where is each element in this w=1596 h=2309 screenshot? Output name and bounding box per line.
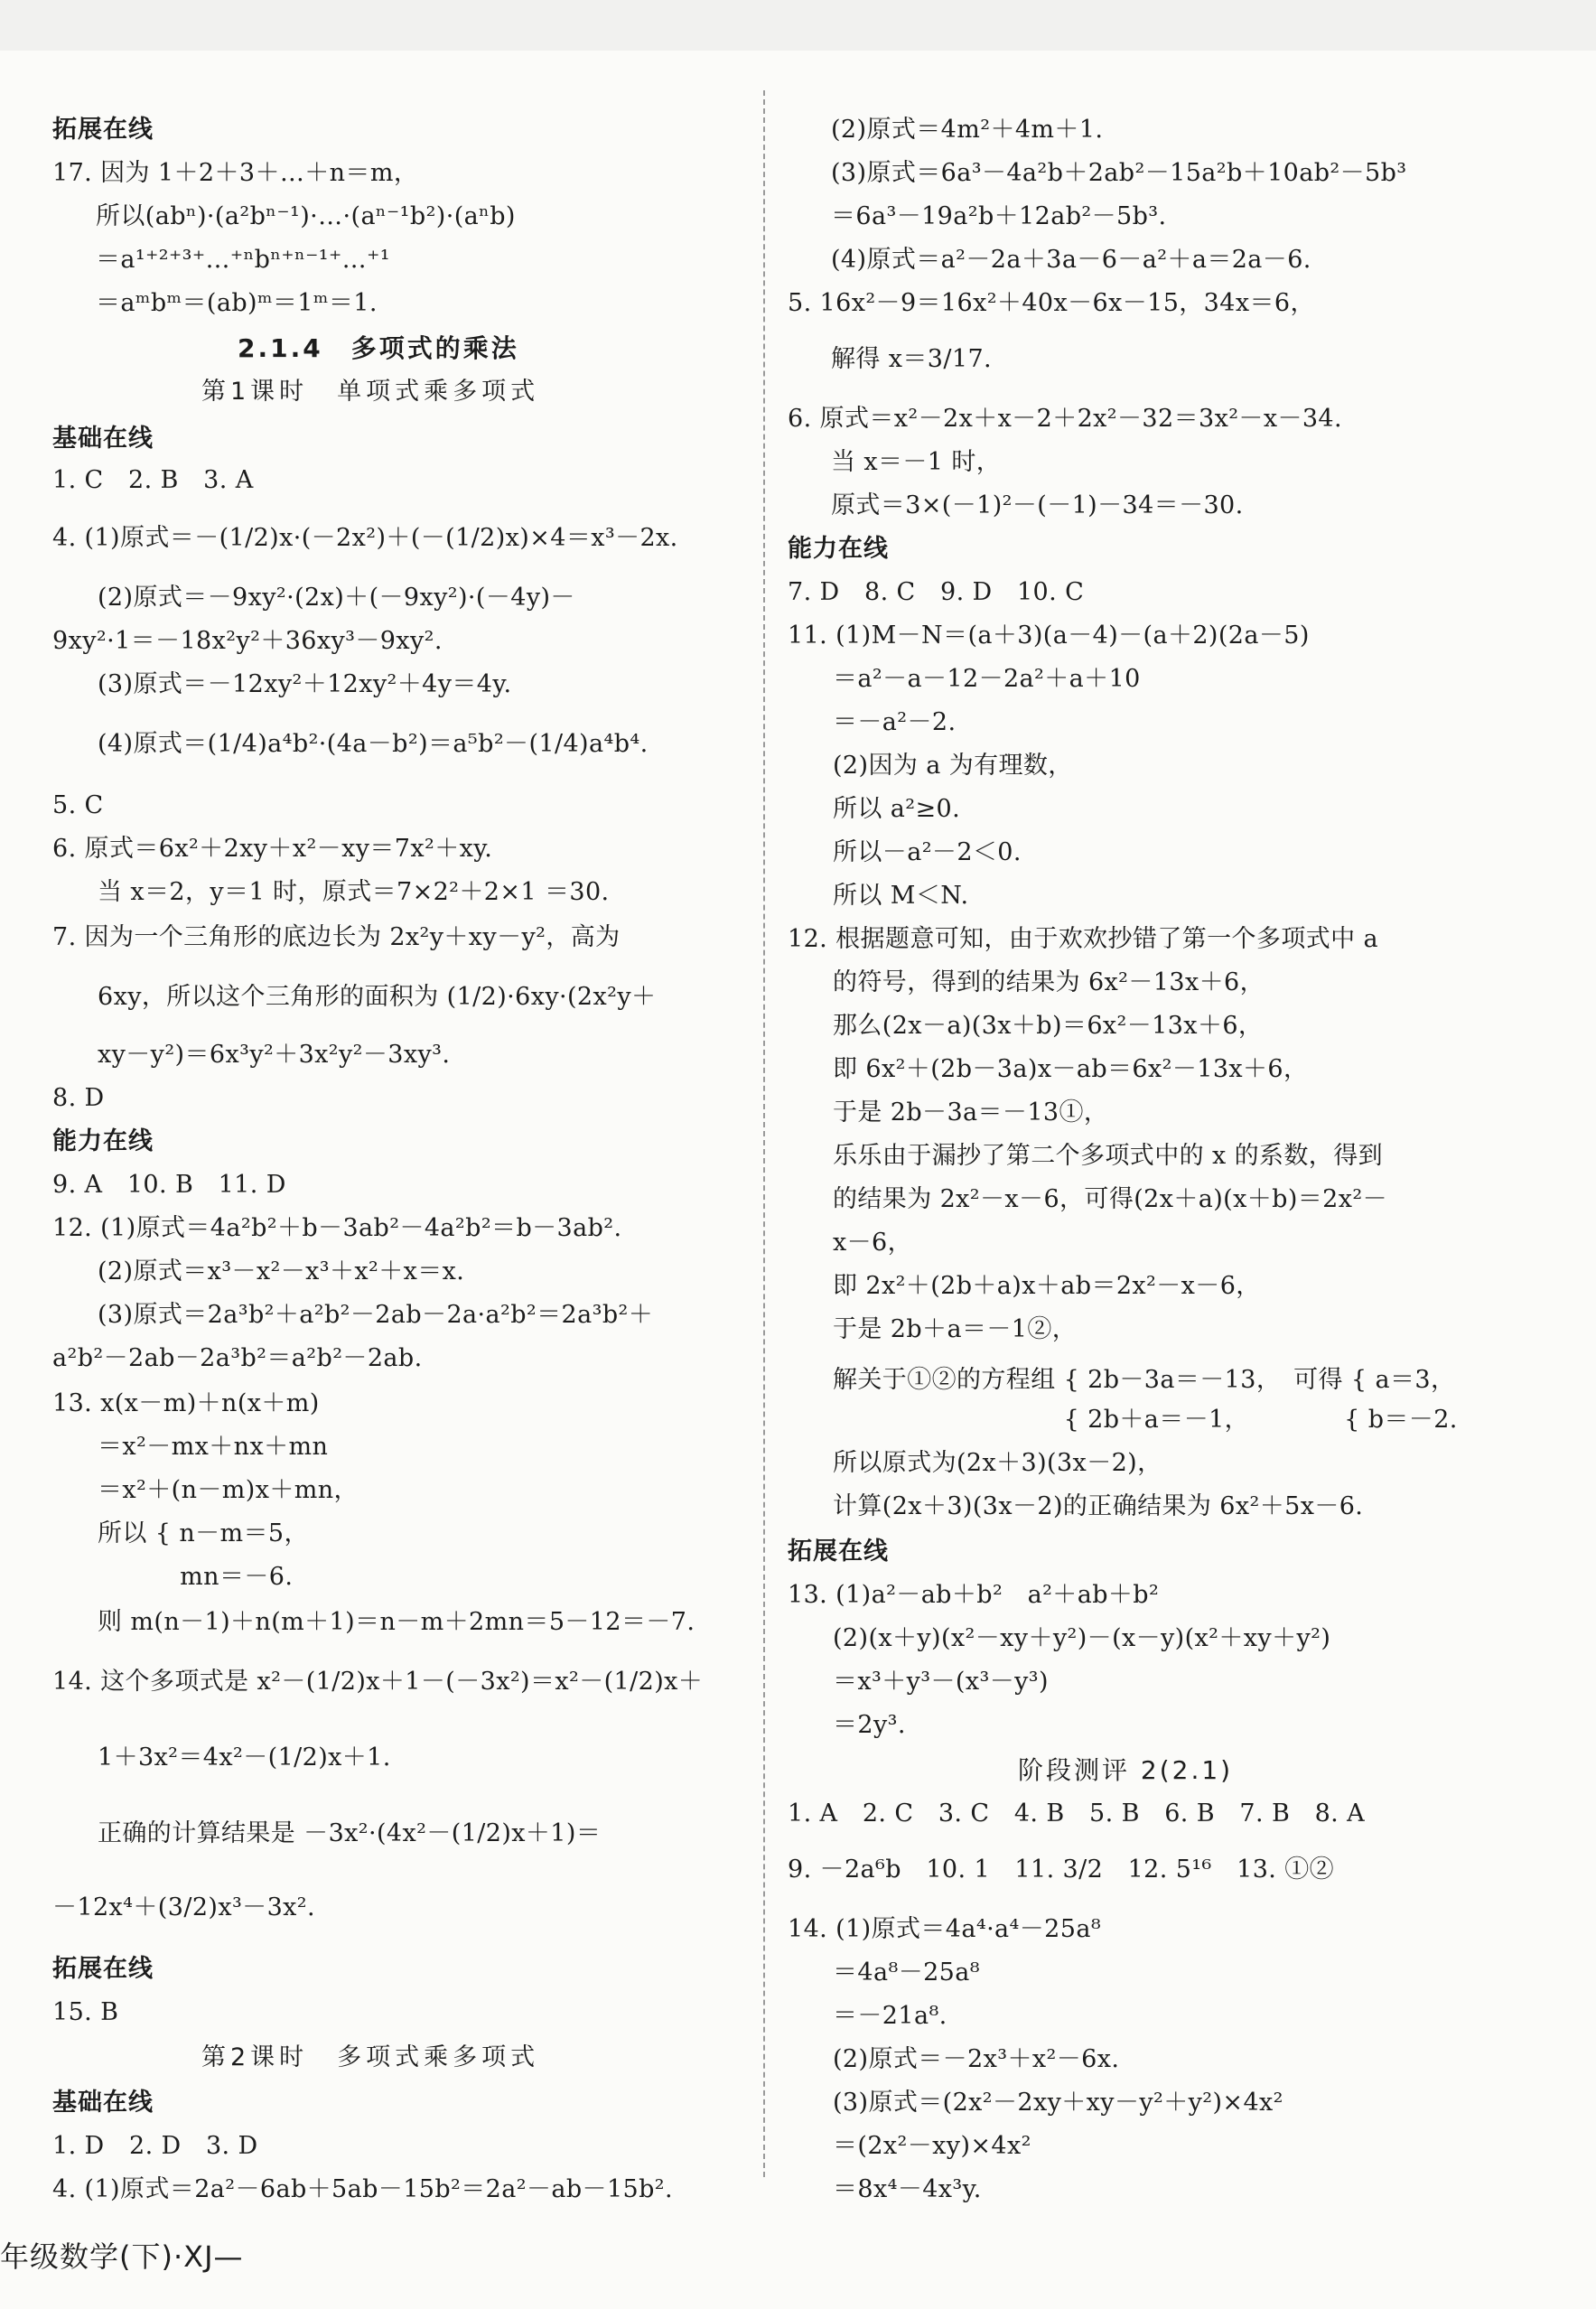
- answer-line: 于是 2b－3a＝－13①，: [833, 1098, 1109, 1126]
- answer-line: ＝2y³.: [833, 1711, 906, 1739]
- system-line: 所以 { n－m＝5，: [98, 1519, 309, 1547]
- answer-line: x－6，: [833, 1229, 913, 1257]
- answer-line: 13. (1)a²－ab＋b² a²＋ab＋b²: [788, 1581, 1160, 1609]
- answer-line: 14. 这个多项式是 x²－(1/2)x＋1－(－3x²)＝x²－(1/2)x＋: [52, 1668, 704, 1696]
- answer-line: 所以 M＜N.: [833, 882, 969, 910]
- answer-line: ＝x³＋y³－(x³－y³): [833, 1668, 1049, 1696]
- answer-line: 当 x＝2，y＝1 时，原式＝7×2²＋2×1 ＝30.: [98, 878, 610, 906]
- answer-line: 9. －2a⁶b 10. 1 11. 3/2 12. 5¹⁶ 13. ①②: [788, 1856, 1335, 1884]
- answer-line: 15. B: [52, 1998, 119, 2026]
- section-heading: 拓展在线: [52, 116, 154, 144]
- answer-line: 5. 16x²－9＝16x²＋40x－6x－15，34x＝6，: [788, 289, 1315, 317]
- page-footer: 年级数学(下)·XJ—: [0, 2239, 244, 2274]
- answer-line: 所以原式为(2x＋3)(3x－2)，: [833, 1449, 1162, 1477]
- answer-line: (2)原式＝－2x³＋x²－6x.: [833, 2045, 1120, 2073]
- answer-line: ＝a²－a－12－2a²＋a＋10: [833, 665, 1141, 693]
- answer-line: 1. A 2. C 3. C 4. B 5. B 6. B 7. B 8. A: [788, 1800, 1366, 1828]
- answer-line: 的符号，得到的结果为 6x²－13x＋6，: [833, 968, 1265, 996]
- answer-line: 当 x＝－1 时，: [831, 448, 1002, 476]
- section-heading: 基础在线: [52, 2089, 154, 2117]
- answer-line: (3)原式＝－12xy²＋12xy²＋4y＝4y.: [98, 670, 512, 698]
- answer-line: (3)原式＝6a³－4a²b＋2ab²－15a²b＋10ab²－5b³: [831, 159, 1407, 187]
- answer-line: 13. x(x－m)＋n(x＋m): [52, 1389, 320, 1417]
- answer-line: 6xy，所以这个三角形的面积为 (1/2)·6xy·(2x²y＋: [98, 983, 657, 1011]
- lesson-subtitle: 第1课时 单项式乘多项式: [201, 378, 540, 406]
- answer-line: ＝(2x²－xy)×4x²: [833, 2132, 1031, 2160]
- answer-line: 12. (1)原式＝4a²b²＋b－3ab²－4a²b²＝b－3ab².: [52, 1214, 622, 1242]
- answer-line: 则 m(n－1)＋n(m＋1)＝n－m＋2mn＝5－12＝－7.: [98, 1608, 695, 1636]
- answer-line: 6. 原式＝6x²＋2xy＋x²－xy＝7x²＋xy.: [52, 835, 493, 863]
- answer-line: (4)原式＝a²－2a＋3a－6－a²＋a＝2a－6.: [831, 246, 1311, 274]
- answer-line: ＝－a²－2.: [833, 708, 957, 736]
- answer-line: 6. 原式＝x²－2x＋x－2＋2x²－32＝3x²－x－34.: [788, 405, 1342, 433]
- answer-line: ＝x²＋(n－m)x＋mn，: [98, 1476, 359, 1504]
- answer-line: 1. D 2. D 3. D: [52, 2132, 258, 2160]
- answer-line: 9. A 10. B 11. D: [52, 1171, 286, 1199]
- answer-line: (2)原式＝4m²＋4m＋1.: [831, 116, 1104, 144]
- answer-line: ＝－21a⁸.: [833, 2002, 947, 2030]
- answer-line: －12x⁴＋(3/2)x³－3x².: [52, 1893, 315, 1921]
- answer-line: 9xy²·1＝－18x²y²＋36xy³－9xy².: [52, 627, 443, 655]
- answer-line: 17. 因为 1＋2＋3＋…＋n＝m，: [52, 159, 419, 187]
- answer-line: 所以－a²－2＜0.: [833, 838, 1022, 866]
- answer-line: 5. C: [52, 791, 104, 819]
- answer-line: (2)因为 a 为有理数，: [833, 752, 1073, 780]
- answer-line: 乐乐由于漏抄了第二个多项式中的 x 的系数，得到: [833, 1142, 1383, 1170]
- answer-line: ＝x²－mx＋nx＋mn: [98, 1433, 329, 1461]
- answer-line: ＝aᵐbᵐ＝(ab)ᵐ＝1ᵐ＝1.: [96, 289, 378, 317]
- lesson-title: 2.1.4 多项式的乘法: [238, 333, 519, 363]
- answer-line: 14. (1)原式＝4a⁴·a⁴－25a⁸: [788, 1915, 1102, 1943]
- section-heading: 能力在线: [788, 535, 889, 563]
- answer-line: (4)原式＝(1/4)a⁴b²·(4a－b²)＝a⁵b²－(1/4)a⁴b⁴.: [98, 730, 649, 758]
- answer-line: 4. (1)原式＝－(1/2)x·(－2x²)＋(－(1/2)x)×4＝x³－2x.: [52, 524, 678, 552]
- system-line: mn＝－6.: [98, 1563, 294, 1591]
- answer-line: (3)原式＝(2x²－2xy＋xy－y²＋y²)×4x²: [833, 2089, 1283, 2117]
- lesson-subtitle: 第2课时 多项式乘多项式: [201, 2043, 540, 2071]
- answer-line: (2)(x＋y)(x²－xy＋y²)－(x－y)(x²＋xy＋y²): [833, 1624, 1331, 1652]
- section-heading: 拓展在线: [788, 1538, 889, 1566]
- column-divider: [763, 90, 765, 2177]
- answer-line: 于是 2b＋a＝－1②，: [833, 1315, 1078, 1343]
- section-heading: 拓展在线: [52, 1955, 154, 1983]
- test-title: 阶段测评 2(2.1): [1018, 1755, 1234, 1785]
- answer-line: ＝4a⁸－25a⁸: [833, 1958, 980, 1986]
- answer-line: (3)原式＝2a³b²＋a²b²－2ab－2a·a²b²＝2a³b²＋: [98, 1301, 654, 1329]
- answer-line: xy－y²)＝6x³y²＋3x²y²－3xy³.: [98, 1041, 451, 1069]
- answer-line: ＝a¹⁺²⁺³⁺…⁺ⁿbⁿ⁺ⁿ⁻¹⁺…⁺¹: [96, 246, 390, 274]
- answer-line: 原式＝3×(－1)²－(－1)－34＝－30.: [831, 491, 1244, 519]
- system-line: 解关于①②的方程组 { 2b－3a＝－13， 可得 { a＝3，: [833, 1366, 1456, 1394]
- answer-line: 正确的计算结果是 －3x²·(4x²－(1/2)x＋1)＝: [98, 1819, 602, 1847]
- section-heading: 基础在线: [52, 425, 154, 453]
- answer-line: 1. C 2. B 3. A: [52, 466, 254, 494]
- answer-line: a²b²－2ab－2a³b²＝a²b²－2ab.: [52, 1344, 423, 1372]
- answer-line: 计算(2x＋3)(3x－2)的正确结果为 6x²＋5x－6.: [833, 1492, 1364, 1520]
- answer-line: 7. 因为一个三角形的底边长为 2x²y＋xy－y²，高为: [52, 923, 621, 951]
- scan-top-band: [0, 0, 1596, 51]
- answer-line: ＝6a³－19a²b＋12ab²－5b³.: [831, 202, 1167, 230]
- answer-line: 4. (1)原式＝2a²－6ab＋5ab－15b²＝2a²－ab－15b².: [52, 2175, 673, 2203]
- section-heading: 能力在线: [52, 1127, 154, 1155]
- answer-line: (2)原式＝－9xy²·(2x)＋(－9xy²)·(－4y)－: [98, 584, 575, 612]
- answer-line: 所以(abⁿ)·(a²bⁿ⁻¹)·…·(aⁿ⁻¹b²)·(aⁿb): [96, 202, 516, 230]
- answer-line: 8. D: [52, 1084, 105, 1112]
- system-line: { 2b＋a＝－1， { b＝－2.: [833, 1406, 1458, 1434]
- answer-line: 即 2x²＋(2b＋a)x＋ab＝2x²－x－6，: [833, 1272, 1261, 1300]
- answer-line: 12. 根据题意可知，由于欢欢抄错了第一个多项式中 a: [788, 925, 1379, 953]
- answer-line: (2)原式＝x³－x²－x³＋x²＋x＝x.: [98, 1257, 465, 1285]
- answer-line: 11. (1)M－N＝(a＋3)(a－4)－(a＋2)(2a－5): [788, 622, 1310, 650]
- answer-line: 1＋3x²＝4x²－(1/2)x＋1.: [98, 1743, 391, 1771]
- answer-line: ＝8x⁴－4x³y.: [833, 2175, 982, 2203]
- answer-line: 那么(2x－a)(3x＋b)＝6x²－13x＋6，: [833, 1012, 1264, 1040]
- answer-line: 所以 a²≥0.: [833, 795, 961, 823]
- answer-line: 7. D 8. C 9. D 10. C: [788, 578, 1085, 606]
- answer-line: 的结果为 2x²－x－6，可得(2x＋a)(x＋b)＝2x²－: [833, 1185, 1387, 1213]
- answer-line: 解得 x＝3/17.: [831, 345, 993, 373]
- answer-line: 即 6x²＋(2b－3a)x－ab＝6x²－13x＋6，: [833, 1055, 1309, 1083]
